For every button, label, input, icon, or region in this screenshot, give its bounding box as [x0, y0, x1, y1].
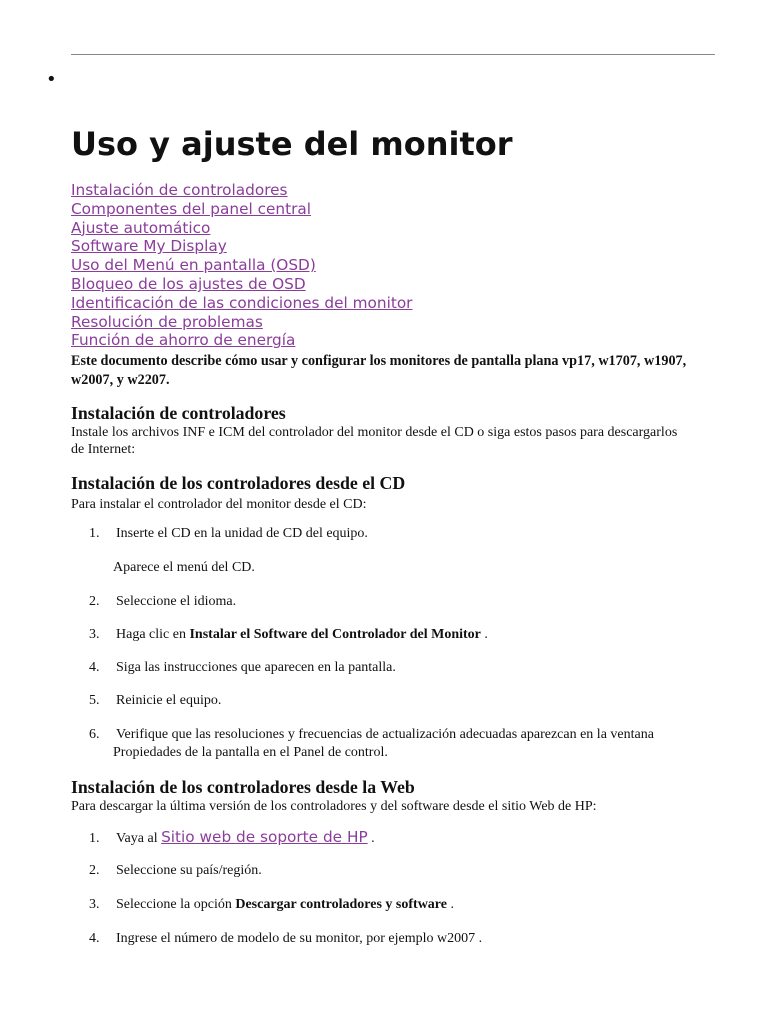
list-text: Verifique que las resoluciones y frecuencias de actualización adecuadas aparezcan en la ventana [116, 727, 654, 742]
toc-link-identificacion[interactable]: Identificación de las condiciones del monitor [71, 293, 413, 312]
list-number: 4. [89, 931, 100, 946]
list-item [89, 692, 704, 710]
list-item [89, 626, 704, 644]
list-text: Vaya al [116, 831, 162, 846]
list-item [89, 930, 704, 948]
list-number: 3. [89, 897, 100, 912]
toc-link-bloqueo[interactable]: Bloqueo de los ajustes de OSD [71, 274, 306, 293]
toc-item [71, 275, 412, 294]
toc-item [71, 313, 412, 332]
toc-link-software[interactable]: Software My Display [71, 237, 227, 256]
toc-link-componentes[interactable]: Componentes del panel central [71, 199, 312, 218]
list-number: 1. [89, 526, 100, 541]
list-text: . [367, 831, 375, 846]
toc-item [71, 294, 412, 313]
toc-item [71, 237, 412, 256]
toc-item [71, 219, 412, 238]
list-number: 5. [89, 693, 100, 708]
list-item [89, 659, 704, 677]
list-item [89, 525, 704, 543]
section-heading-web: Instalación de los controladores desde la Web [71, 777, 415, 797]
list-item [89, 862, 704, 880]
intro-text: Este documento describe cómo usar y configurar los monitores de pantalla plana vp17, w1707, w1907, w2007, y w2207. [71, 353, 687, 388]
list-text: Seleccione la opción [116, 897, 236, 912]
toc-link-ahorro[interactable]: Función de ahorro de energía [71, 331, 296, 350]
toc-link-ajuste[interactable]: Ajuste automático [71, 218, 211, 237]
page-title: Uso y ajuste del monitor [71, 125, 513, 163]
list-text: Haga clic en [116, 627, 190, 642]
list-item [89, 828, 704, 848]
list-number: 3. [89, 627, 100, 642]
toc-item [71, 331, 412, 350]
list-number: 1. [89, 831, 100, 846]
list-text-continued: Propiedades de la pantalla en el Panel de control. [113, 745, 388, 760]
toc-item [71, 256, 412, 275]
toc-link-instalacion[interactable]: Instalación de controladores [71, 181, 288, 199]
table-of-contents [71, 181, 412, 350]
section-text: Instale los archivos INF e ICM del controlador del monitor desde el CD o siga estos pasos para descargarlos de Internet: [71, 425, 678, 457]
list-text-bold: Descargar controladores y software [235, 897, 447, 912]
list-item [89, 896, 704, 914]
list-text: Siga las instrucciones que aparecen en la pantalla. [116, 660, 396, 675]
list-text: Seleccione su país/región. [116, 863, 262, 878]
list-number: 2. [89, 594, 100, 609]
list-text: . [480, 627, 488, 642]
list-text: Seleccione el idioma. [116, 594, 237, 609]
list-item [89, 726, 704, 762]
list-text: . [446, 897, 454, 912]
toc-item [71, 181, 412, 200]
toc-link-osd[interactable]: Uso del Menú en pantalla (OSD) [71, 256, 316, 275]
bullet-marker: • [46, 69, 57, 90]
toc-link-resolucion[interactable]: Resolución de problemas [71, 312, 263, 331]
list-number: 2. [89, 863, 100, 878]
section-heading-instalacion: Instalación de controladores [71, 403, 286, 423]
list-note: Aparece el menú del CD. [113, 560, 255, 575]
section-heading-cd: Instalación de los controladores desde el CD [71, 473, 406, 493]
hp-support-link[interactable]: Sitio web de soporte de HP [161, 828, 368, 846]
list-text: Reinicie el equipo. [116, 693, 222, 708]
section-text: Para instalar el controlador del monitor desde el CD: [71, 497, 367, 512]
horizontal-rule [71, 54, 715, 55]
list-text: Inserte el CD en la unidad de CD del equipo. [116, 526, 368, 541]
list-item [89, 593, 704, 611]
section-text: Para descargar la última versión de los controladores y del software desde el sitio Web de HP: [71, 799, 597, 814]
list-text-bold: Instalar el Software del Controlador del Monitor [189, 627, 481, 642]
list-text: Ingrese el número de modelo de su monitor, por ejemplo w2007 . [116, 931, 483, 946]
toc-item [71, 200, 412, 219]
list-number: 6. [89, 727, 100, 742]
list-number: 4. [89, 660, 100, 675]
